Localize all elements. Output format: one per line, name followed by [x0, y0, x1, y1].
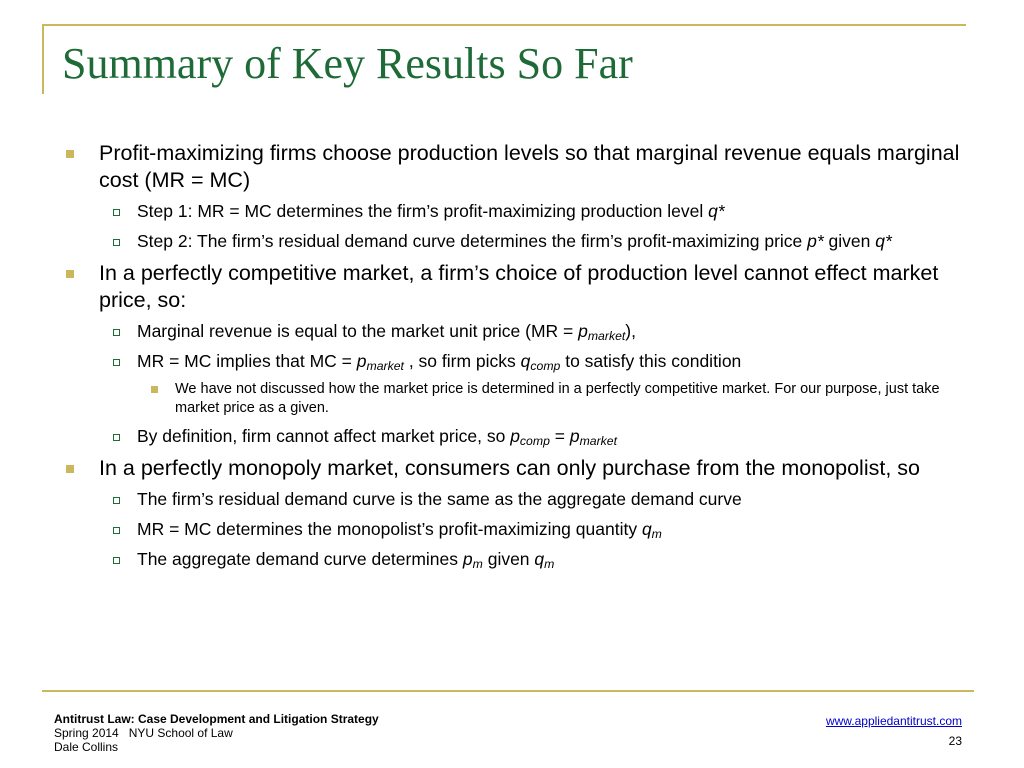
bullet-2-sub-2-end: to satisfy this condition	[560, 351, 742, 371]
bullet-2-sub-2-subscript-2: comp	[530, 359, 561, 373]
bullet-3-sub-2	[99, 518, 964, 541]
bullet-1-text: Profit-maximizing firms choose production levels so that marginal revenue equals marginal cost (MR = MC)	[99, 141, 960, 192]
bullet-1-sub-1	[99, 200, 964, 223]
hollow-square-bullet-icon	[113, 497, 120, 504]
bullet-1	[64, 140, 964, 194]
bullet-3-sub-2-text: MR = MC determines the monopolist’s profit-maximizing quantity	[137, 519, 642, 539]
bullet-2-sub-1-end: ),	[625, 321, 636, 341]
bullet-2	[64, 260, 964, 314]
bullet-3-sub-3-mid: given	[482, 549, 535, 569]
hollow-square-bullet-icon	[113, 359, 120, 366]
footer-right	[826, 714, 962, 748]
bullet-3-sub-1	[99, 488, 964, 511]
bullet-2-sub-2	[99, 350, 964, 373]
hollow-square-bullet-icon	[113, 209, 120, 216]
bullet-2-text: In a perfectly competitive market, a firm’s choice of production level cannot effect market price, so:	[99, 261, 939, 312]
hollow-square-bullet-icon	[113, 329, 120, 336]
bullet-3-sub-2-subscript: m	[651, 527, 662, 541]
footer-rule	[42, 690, 974, 692]
bullet-2-sub-3-mid: =	[549, 426, 570, 446]
bullet-2-sub-3-subscript-2: market	[579, 434, 618, 448]
footer-left	[54, 712, 379, 754]
bullet-2-sub-2-note-text: We have not discussed how the market price is determined in a perfectly competitive market. For our purpose, just take market price as a given.	[175, 381, 940, 416]
bullet-2-sub-2-var-2: q	[520, 351, 531, 371]
bullet-2-sub-3-text: By definition, firm cannot affect market price, so	[137, 426, 511, 446]
bullet-3-text: In a perfectly monopoly market, consumers can only purchase from the monopolist, so	[99, 456, 920, 480]
bullet-2-sub-2-text: MR = MC implies that MC =	[137, 351, 357, 371]
bullet-3-sub-3-subscript-2: m	[544, 557, 555, 571]
slide-body	[64, 140, 964, 578]
square-bullet-icon	[151, 386, 158, 393]
bullet-3-sub-3	[99, 548, 964, 571]
footer-course: Antitrust Law: Case Development and Litigation Strategy	[54, 712, 379, 726]
footer-author: Dale Collins	[54, 740, 119, 754]
bullet-2-sub-3-subscript: comp	[519, 434, 550, 448]
bullet-3	[64, 455, 964, 482]
bullet-1-sub-2-var-2: q*	[875, 231, 892, 251]
bullet-3-sub-3-subscript: m	[472, 557, 483, 571]
hollow-square-bullet-icon	[113, 434, 120, 441]
footer-link[interactable]: www.appliedantitrust.com	[825, 714, 962, 728]
bullet-1-sub-2-mid: given	[823, 231, 876, 251]
bullet-2-sub-3-var: p	[510, 426, 520, 446]
footer-term: Spring 2014 NYU School of Law	[54, 726, 233, 740]
bullet-2-sub-2-var: p	[356, 351, 367, 371]
bullet-3-sub-3-var: p	[462, 549, 473, 569]
bullet-2-sub-2-mid: , so firm picks	[403, 351, 521, 371]
bullet-1-sub-2-text: Step 2: The firm’s residual demand curve determines the firm’s profit-maximizing price	[137, 231, 808, 251]
bullet-3-sub-3-var-2: q	[534, 549, 545, 569]
bullet-2-sub-1-subscript: market	[587, 329, 626, 343]
bullet-2-sub-1	[99, 320, 964, 343]
square-bullet-icon	[66, 270, 74, 278]
bullet-1-sub-2	[99, 230, 964, 253]
hollow-square-bullet-icon	[113, 239, 120, 246]
square-bullet-icon	[66, 150, 74, 158]
bullet-2-sub-1-var: p	[578, 321, 588, 341]
hollow-square-bullet-icon	[113, 527, 120, 534]
bullet-2-sub-2-subscript: market	[366, 359, 404, 373]
bullet-2-sub-3-var-2: p	[569, 426, 580, 446]
slide-title: Summary of Key Results So Far	[62, 39, 633, 88]
bullet-3-sub-3-text: The aggregate demand curve determines	[137, 549, 463, 569]
title-frame-top-rule	[42, 24, 966, 26]
bullet-2-sub-2-note	[137, 380, 964, 418]
bullet-3-sub-2-var: q	[641, 519, 652, 539]
title-frame-left-rule	[42, 24, 44, 94]
bullet-1-sub-1-text: Step 1: MR = MC determines the firm’s profit-maximizing production level	[137, 201, 709, 221]
bullet-3-sub-1-text: The firm’s residual demand curve is the same as the aggregate demand curve	[137, 489, 742, 509]
bullet-1-sub-2-var-1: p*	[807, 231, 824, 251]
bullet-2-sub-3	[99, 425, 964, 448]
square-bullet-icon	[66, 465, 74, 473]
bullet-1-sub-1-var: q*	[708, 201, 725, 221]
hollow-square-bullet-icon	[113, 557, 120, 564]
page-number: 23	[948, 734, 962, 748]
bullet-2-sub-1-text: Marginal revenue is equal to the market unit price (MR =	[137, 321, 579, 341]
